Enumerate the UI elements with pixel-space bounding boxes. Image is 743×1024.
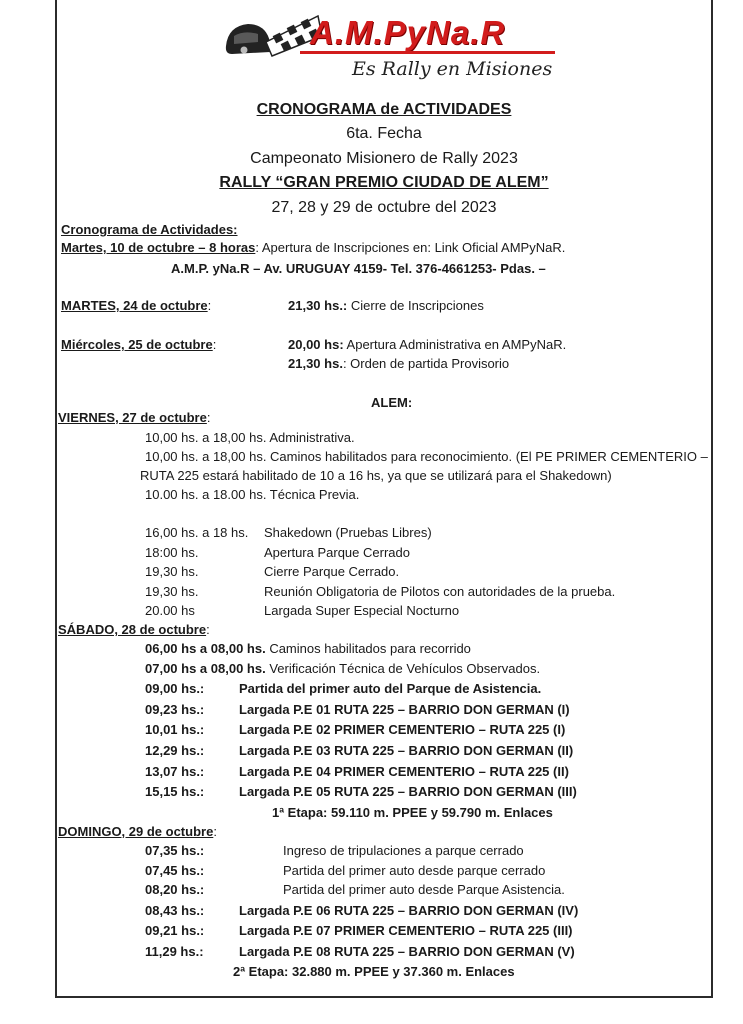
day-colon: : xyxy=(213,824,217,839)
entry-time: 21,30 hs.: xyxy=(288,298,348,313)
registration-text: : Apertura de Inscripciones en: Link Oficial AMPyNaR. xyxy=(255,240,566,255)
schedule-text: Largada P.E 05 RUTA 225 – BARRIO DON GERMAN (III) xyxy=(239,784,577,799)
schedule-time: 09,00 hs.: xyxy=(145,681,205,696)
logo-tagline: Es Rally en Misiones xyxy=(352,58,553,80)
day-domingo-29 xyxy=(58,824,217,840)
viernes-line-2: 10,00 hs. a 18,00 hs. Caminos habilitados para reconocimiento. (El PE PRIMER CEMENTERIO – xyxy=(145,449,708,464)
schedule-time: 08,43 hs.: xyxy=(145,903,205,918)
schedule-time: 19,30 hs. xyxy=(145,564,199,579)
schedule-text: Cierre Parque Cerrado. xyxy=(264,564,400,579)
schedule-time: 20.00 hs xyxy=(145,603,195,618)
martes-24-entry xyxy=(288,298,484,314)
entry-text: Apertura Administrativa en AMPyNaR. xyxy=(343,337,567,352)
schedule-text: Largada P.E 01 RUTA 225 – BARRIO DON GERMAN (I) xyxy=(239,702,570,717)
logo-title: A.M.PyNa.R xyxy=(310,14,506,51)
day-label: VIERNES, 27 de octubre xyxy=(58,410,207,425)
viernes-line-1: 10,00 hs. a 18,00 hs. Administrativa. xyxy=(145,430,355,445)
address-line: A.M.P. yNa.R – Av. URUGUAY 4159- Tel. 376-4661253- Pdas. – xyxy=(171,261,546,276)
day-sabado-28 xyxy=(58,622,210,638)
registration-line xyxy=(61,240,565,256)
schedule-text: Ingreso de tripulaciones a parque cerrado xyxy=(283,843,524,858)
schedule-text: Largada P.E 08 RUTA 225 – BARRIO DON GERMAN (V) xyxy=(239,944,575,959)
day-viernes-27 xyxy=(58,410,210,426)
schedule-text: Shakedown (Pruebas Libres) xyxy=(264,525,432,540)
sabado-line-1 xyxy=(145,641,471,657)
entry-time: 06,00 hs a 08,00 hs. xyxy=(145,641,266,656)
entry-text: Verificación Técnica de Vehículos Observados. xyxy=(265,661,541,676)
day-colon: : xyxy=(212,337,217,352)
day-label: SÁBADO, 28 de octubre xyxy=(58,622,207,637)
stage-1-summary: 1ª Etapa: 59.110 m. PPEE y 59.790 m. Enlaces xyxy=(272,805,553,820)
entry-text: Caminos habilitados para recorrido xyxy=(265,641,471,656)
schedule-time: 08,20 hs.: xyxy=(145,882,205,897)
day-label: DOMINGO, 29 de octubre xyxy=(58,824,214,839)
day-colon: : xyxy=(206,622,210,637)
entry-text: Cierre de Inscripciones xyxy=(347,298,484,313)
schedule-text: Largada P.E 07 PRIMER CEMENTERIO – RUTA 225 (III) xyxy=(239,923,573,938)
schedule-text: Largada Super Especial Nocturno xyxy=(264,603,460,618)
registration-date: Martes, 10 de octubre – 8 horas xyxy=(61,240,256,255)
day-colon: : xyxy=(207,298,212,313)
schedule-text: Largada P.E 04 PRIMER CEMENTERIO – RUTA 225 (II) xyxy=(239,764,569,779)
schedule-time: 09,21 hs.: xyxy=(145,923,205,938)
miercoles-entry-1 xyxy=(288,337,566,353)
schedule-text: Partida del primer auto desde parque cerrado xyxy=(283,863,546,878)
schedule-time: 15,15 hs.: xyxy=(145,784,205,799)
day-label: MARTES, 24 de octubre xyxy=(61,298,208,313)
schedule-time: 16,00 hs. a 18 hs. xyxy=(145,525,249,540)
schedule-text: Largada P.E 02 PRIMER CEMENTERIO – RUTA 225 (I) xyxy=(239,722,566,737)
sabado-line-2 xyxy=(145,661,540,677)
section-label: Cronograma de Actividades: xyxy=(61,222,238,237)
schedule-text: Partida del primer auto desde Parque Asistencia. xyxy=(283,882,565,897)
schedule-text: Apertura Parque Cerrado xyxy=(264,545,410,560)
schedule-text: Reunión Obligatoria de Pilotos con autoridades de la prueba. xyxy=(264,584,616,599)
location-label: ALEM: xyxy=(371,395,413,410)
event-dates: 27, 28 y 29 de octubre del 2023 xyxy=(271,199,497,216)
miercoles-entry-2 xyxy=(288,356,509,372)
entry-text: : Orden de partida Provisorio xyxy=(342,356,510,371)
schedule-text: Largada P.E 03 RUTA 225 – BARRIO DON GERMAN (II) xyxy=(239,743,574,758)
day-miercoles-25 xyxy=(61,337,216,353)
entry-time: 07,00 hs a 08,00 hs. xyxy=(145,661,266,676)
page-title: CRONOGRAMA de ACTIVIDADES xyxy=(256,101,512,118)
schedule-time: 18:00 hs. xyxy=(145,545,199,560)
schedule-time: 07,45 hs.: xyxy=(145,863,205,878)
schedule-text: Partida del primer auto del Parque de Asistencia. xyxy=(239,681,542,696)
schedule-time: 19,30 hs. xyxy=(145,584,199,599)
championship-label: Campeonato Misionero de Rally 2023 xyxy=(250,150,518,167)
fecha-label: 6ta. Fecha xyxy=(346,125,422,142)
day-colon: : xyxy=(206,410,211,425)
entry-time: 21,30 hs. xyxy=(288,356,343,371)
viernes-line-2b: RUTA 225 estará habilitado de 10 a 16 hs, ya que se utilizará para el Shakedown) xyxy=(140,468,612,483)
entry-time: 20,00 hs: xyxy=(288,337,344,352)
schedule-time: 11,29 hs.: xyxy=(145,944,204,959)
schedule-time: 10,01 hs.: xyxy=(145,722,205,737)
stage-2-summary: 2ª Etapa: 32.880 m. PPEE y 37.360 m. Enlaces xyxy=(233,964,515,979)
schedule-time: 12,29 hs.: xyxy=(145,743,205,758)
day-label: Miércoles, 25 de octubre xyxy=(61,337,213,352)
schedule-time: 09,23 hs.: xyxy=(145,702,205,717)
day-martes-24 xyxy=(61,298,211,314)
viernes-line-3: 10.00 hs. a 18.00 hs. Técnica Previa. xyxy=(145,487,360,502)
schedule-time: 07,35 hs.: xyxy=(145,843,205,858)
logo-underline xyxy=(300,51,555,54)
schedule-time: 13,07 hs.: xyxy=(145,764,205,779)
schedule-text: Largada P.E 06 RUTA 225 – BARRIO DON GERMAN (IV) xyxy=(239,903,579,918)
rally-title: RALLY “GRAN PREMIO CIUDAD DE ALEM” xyxy=(219,174,549,191)
